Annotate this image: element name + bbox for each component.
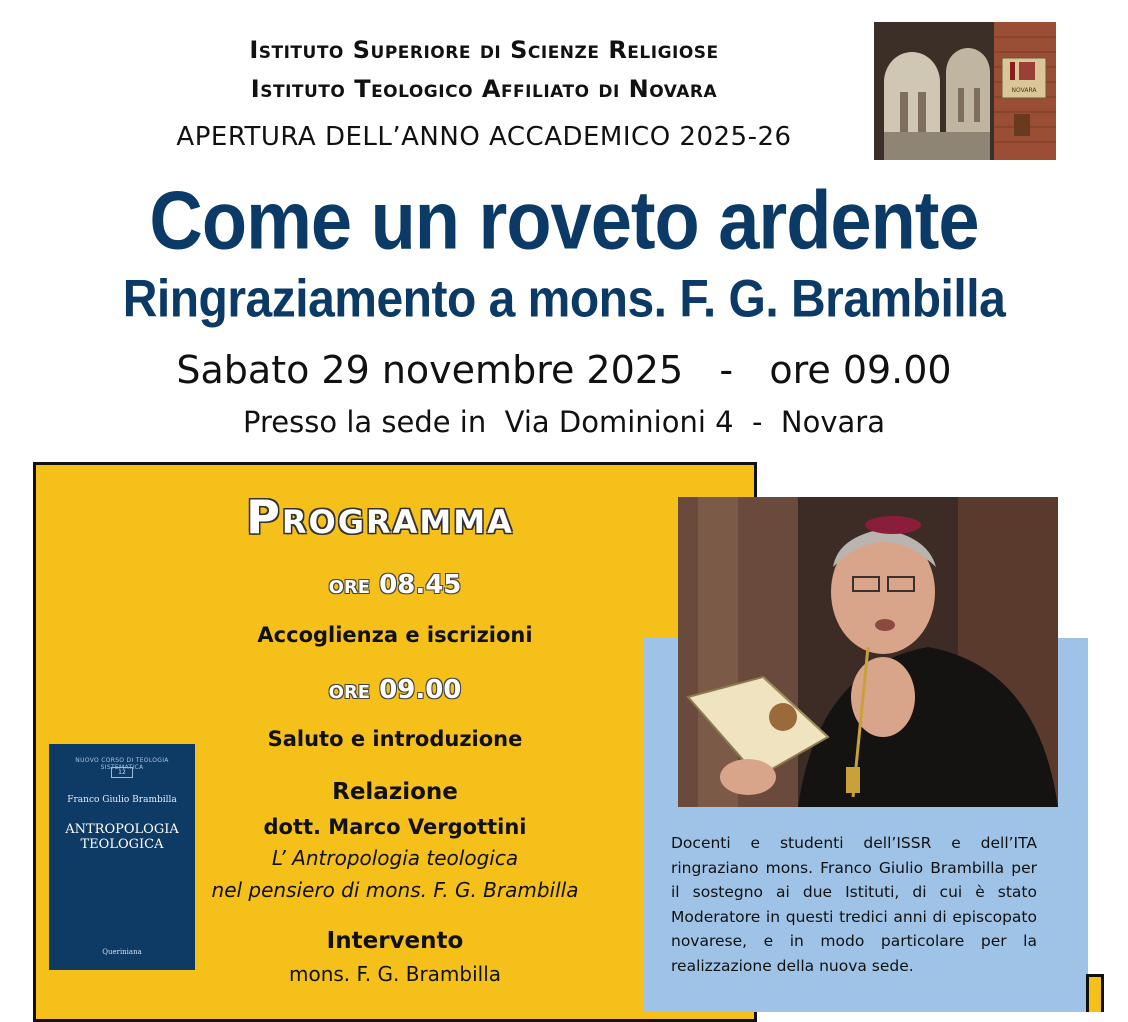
intervento-speaker: mons. F. G. Brambilla [288,962,502,986]
relazione-topic-line-2: nel pensiero di mons. F. G. Brambilla [211,878,579,902]
intervento-heading: Intervento [326,928,464,954]
event-date-time: Sabato 29 novembre 2025 - ore 09.00 [176,348,952,392]
event-location: Presso la sede in Via Dominioni 4 - Novara [243,405,885,439]
institute-name-line-1: Istituto Superiore di Scienze Religiose [249,36,719,64]
relazione-heading: Relazione [332,779,458,805]
book-publisher: Queriniana [102,948,142,956]
program-time-2: ore 09.00 [328,675,462,705]
book-title-line-2: TEOLOGICA [80,837,164,852]
building-photo [874,22,1056,160]
book-title-line-1: ANTROPOLOGIA [65,822,179,837]
book-title [54,822,190,852]
relazione-topic-line-1: L’ Antropologia teologica [271,846,519,870]
bishop-portrait-photo [678,497,1058,807]
svg-text:NOVARA: NOVARA [1011,87,1037,94]
book-series: NUOVO CORSO DI TEOLOGIA SISTEMATICA [75,757,169,771]
relazione-speaker: dott. Marco Vergottini [263,815,527,839]
program-time-1: ore 08.45 [328,570,462,600]
book-author: Franco Giulio Brambilla [67,795,177,805]
event-title: Come un roveto ardente [149,173,979,267]
program-item-1: Accoglienza e iscrizioni [257,623,533,647]
program-item-2: Saluto e introduzione [267,727,523,751]
academic-year-heading: APERTURA DELL’ANNO ACCADEMICO 2025-26 [176,122,792,152]
decorative-frame-corner [1086,974,1104,1012]
book-number: 12 [111,767,133,778]
program-heading: Programma [246,490,514,544]
institute-name-line-2: Istituto Teologico Affiliato di Novara [250,75,718,103]
event-subtitle: Ringraziamento a mons. F. G. Brambilla [122,270,1006,329]
thanks-message: Docenti e studenti dell’ISSR e dell’ITA ringraziano mons. Franco Giulio Brambilla per il sostegno ai due Istituti, di cui è stato Moderatore in questi tredici anni di episcopato novarese, e in modo particolare per la realizzazione della nuova sede. [671,834,1037,975]
